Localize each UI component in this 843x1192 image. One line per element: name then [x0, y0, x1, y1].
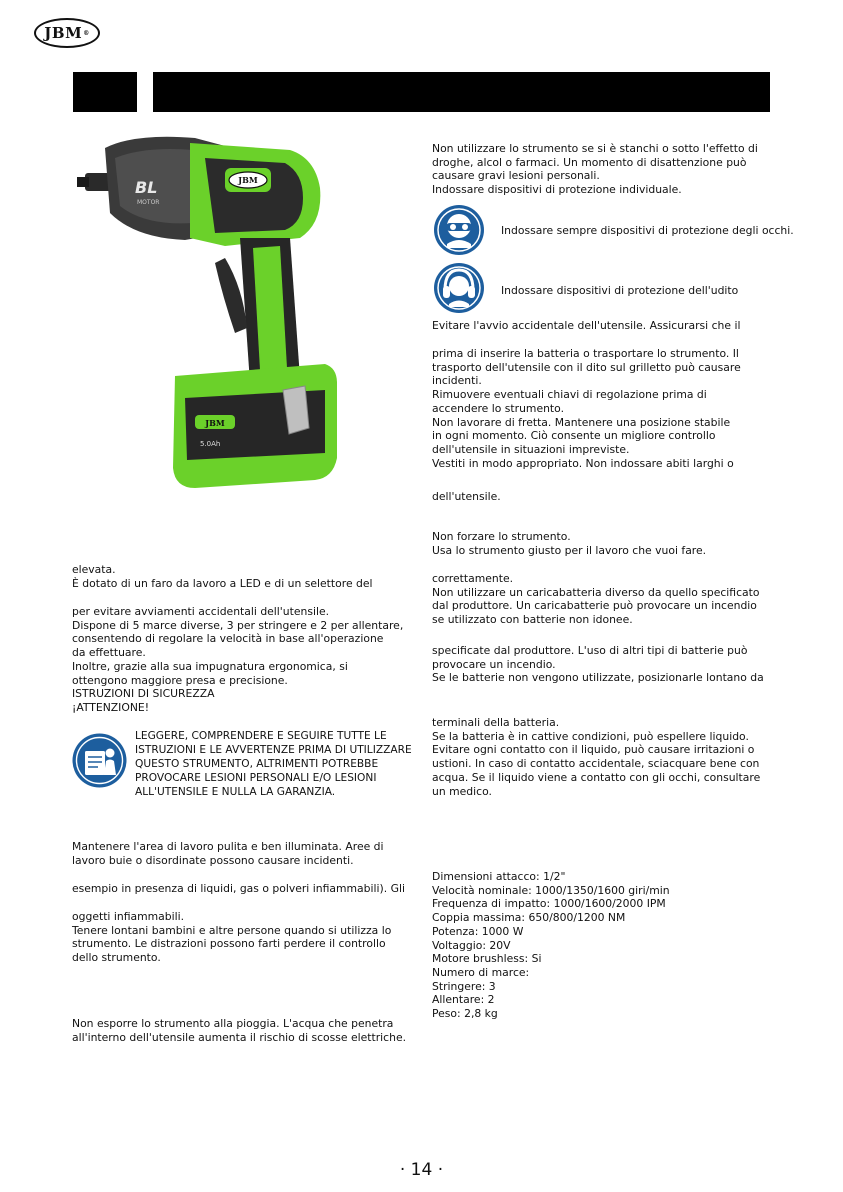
- right-top-block: [432, 142, 758, 197]
- text-line: se utilizzato con batterie non idonee.: [432, 613, 633, 627]
- text-line: acqua. Se il liquido viene a contatto con gli occhi, consultare: [432, 770, 761, 784]
- spec-item: Frequenza di impatto: 1000/1600/2000 IPM: [432, 897, 666, 911]
- text-line: Tenere lontani bambini e altre persone quando si utilizza lo: [72, 923, 392, 937]
- spec-item: Peso: 2,8 kg: [432, 1007, 498, 1021]
- text-line: Se le batterie non vengono utilizzate, posizionarle lontano da: [432, 671, 764, 685]
- warning-line: ISTRUZIONI E LE AVVERTENZE PRIMA DI UTILIZZARE: [135, 744, 412, 756]
- right-battery-block: [432, 644, 764, 685]
- text-line: correttamente.: [432, 572, 514, 585]
- spec-item: Potenza: 1000 W: [432, 924, 524, 938]
- spec-item: Stringere: 3: [432, 979, 496, 993]
- left-workarea-line: esempio in presenza di liquidi, gas o polveri infiammabili). Gli: [72, 882, 405, 895]
- eye-protection-icon: [433, 204, 485, 256]
- text-line: Indossare dispositivi di protezione individuale.: [432, 183, 682, 197]
- text-line: specificate dal produttore. L'uso di altri tipi di batterie può: [432, 644, 748, 657]
- text-line: accendere lo strumento.: [432, 401, 565, 415]
- text-line: Non esporre lo strumento alla pioggia. L'acqua che penetra: [72, 1017, 394, 1030]
- battery-logo: JBM: [205, 418, 225, 428]
- text-line: in ogni momento. Ciò consente un migliore controllo: [432, 429, 716, 443]
- header-section-block: [73, 72, 137, 112]
- text-line: Non lavorare di fretta. Mantenere una posizione stabile: [432, 415, 731, 429]
- ppe-ears-text: Indossare dispositivi di protezione dell'udito: [501, 284, 739, 297]
- text-line: lavoro buie o disordinate possono causare incidenti.: [72, 853, 354, 867]
- motor-label: MOTOR: [137, 199, 160, 206]
- text-line: un medico.: [432, 784, 492, 798]
- text-line: per evitare avviamenti accidentali dell'utensile.: [72, 605, 330, 618]
- specs-list: [432, 870, 670, 1021]
- spec-item: Numero di marce:: [432, 965, 530, 979]
- text-line: Rimuovere eventuali chiavi di regolazione prima di: [432, 388, 707, 402]
- warning-line: QUESTO STRUMENTO, ALTRIMENTI POTREBBE: [135, 758, 379, 770]
- hearing-protection-icon: [433, 262, 485, 314]
- text-line: Se la batteria è in cattive condizioni, può espellere liquido.: [432, 729, 749, 743]
- right-safety-block: [432, 347, 741, 470]
- text-line: ottengono maggiore presa e precisione.: [72, 673, 288, 687]
- text-line: dell'utensile in situazioni impreviste.: [432, 442, 630, 456]
- battery-capacity: 5.0Ah: [200, 440, 221, 448]
- left-workarea-block: [72, 840, 384, 867]
- text-line: trasporto dell'utensile con il dito sul grilletto può causare: [432, 360, 741, 374]
- spec-item: Velocità nominale: 1000/1350/1600 giri/min: [432, 883, 670, 897]
- right-safety-line: Evitare l'avvio accidentale dell'utensile. Assicurarsi che il: [432, 319, 741, 332]
- text-line: ISTRUZIONI DI SICUREZZA: [72, 687, 215, 701]
- spec-item: Voltaggio: 20V: [432, 938, 511, 952]
- ppe-eyes-text: Indossare sempre dispositivi di protezione degli occhi.: [501, 224, 794, 237]
- text-line: Non utilizzare un caricabatteria diverso da quello specificato: [432, 585, 760, 599]
- header-title-bar: [153, 72, 770, 112]
- jbm-logo-text: JBM: [44, 24, 83, 42]
- text-line: Non forzare lo strumento.: [432, 530, 571, 543]
- registered-mark: ®: [83, 29, 90, 37]
- left-rain-block: [72, 1017, 406, 1044]
- right-safety-line: dell'utensile.: [432, 490, 501, 503]
- text-line: Mantenere l'area di lavoro pulita e ben illuminata. Aree di: [72, 840, 384, 853]
- text-line: oggetti infiammabili.: [72, 910, 185, 923]
- text-line: strumento. Le distrazioni possono farti perdere il controllo: [72, 937, 386, 951]
- text-line: Vestiti in modo appropriato. Non indossare abiti larghi o: [432, 456, 734, 470]
- impact-wrench-image: [75, 128, 350, 493]
- left-intro-line: È dotato di un faro da lavoro a LED e di un selettore del: [72, 577, 373, 590]
- text-line: ¡ATTENZIONE!: [72, 700, 150, 714]
- text-line: causare gravi lesioni personali.: [432, 169, 600, 183]
- warning-line: PROVOCARE LESIONI PERSONALI E/O LESIONI: [135, 772, 377, 784]
- left-workarea-block: [72, 910, 391, 965]
- left-intro-line: elevata.: [72, 563, 116, 576]
- jbm-logo: [34, 18, 100, 48]
- spec-item: Coppia massima: 650/800/1200 NM: [432, 911, 626, 925]
- left-intro-block: [72, 605, 403, 715]
- text-line: ustioni. In caso di contatto accidentale, sciacquare bene con: [432, 757, 760, 771]
- text-line: provocare un incendio.: [432, 657, 556, 671]
- text-line: Evitare ogni contatto con il liquido, può causare irritazioni o: [432, 743, 755, 757]
- spec-item: Allentare: 2: [432, 993, 495, 1007]
- housing-logo: JBM: [238, 175, 258, 185]
- text-line: dal produttore. Un caricabatterie può provocare un incendio: [432, 599, 757, 613]
- text-line: incidenti.: [432, 374, 482, 388]
- spec-item: Dimensioni attacco: 1/2": [432, 870, 566, 883]
- text-line: consentendo di regolare la velocità in base all'operazione: [72, 632, 384, 646]
- right-charger-block: [432, 572, 760, 627]
- read-manual-icon: [72, 733, 127, 788]
- text-line: prima di inserire la batteria o trasportare lo strumento. Il: [432, 347, 739, 360]
- text-line: all'interno dell'utensile aumenta il rischio di scosse elettriche.: [72, 1030, 407, 1044]
- text-line: dello strumento.: [72, 951, 161, 965]
- spec-item: Motore brushless: Si: [432, 952, 542, 966]
- bl-label: BL: [135, 178, 158, 197]
- page-number: · 14 ·: [399, 1160, 444, 1180]
- text-line: droghe, alcol o farmaci. Un momento di disattenzione può: [432, 155, 747, 169]
- text-line: Non utilizzare lo strumento se si è stanchi o sotto l'effetto di: [432, 142, 758, 155]
- right-use-block: [432, 530, 706, 557]
- warning-line: ALL'UTENSILE E NULLA LA GARANZIA.: [135, 786, 336, 798]
- right-liquid-block: [432, 716, 760, 798]
- text-line: Dispone di 5 marce diverse, 3 per stringere e 2 per allentare,: [72, 618, 404, 632]
- text-line: Usa lo strumento giusto per il lavoro che vuoi fare.: [432, 543, 707, 557]
- warning-block: [135, 729, 412, 799]
- text-line: da effettuare.: [72, 646, 146, 660]
- text-line: terminali della batteria.: [432, 716, 560, 729]
- warning-line: LEGGERE, COMPRENDERE E SEGUIRE TUTTE LE: [135, 730, 387, 742]
- text-line: Inoltre, grazie alla sua impugnatura ergonomica, si: [72, 659, 348, 673]
